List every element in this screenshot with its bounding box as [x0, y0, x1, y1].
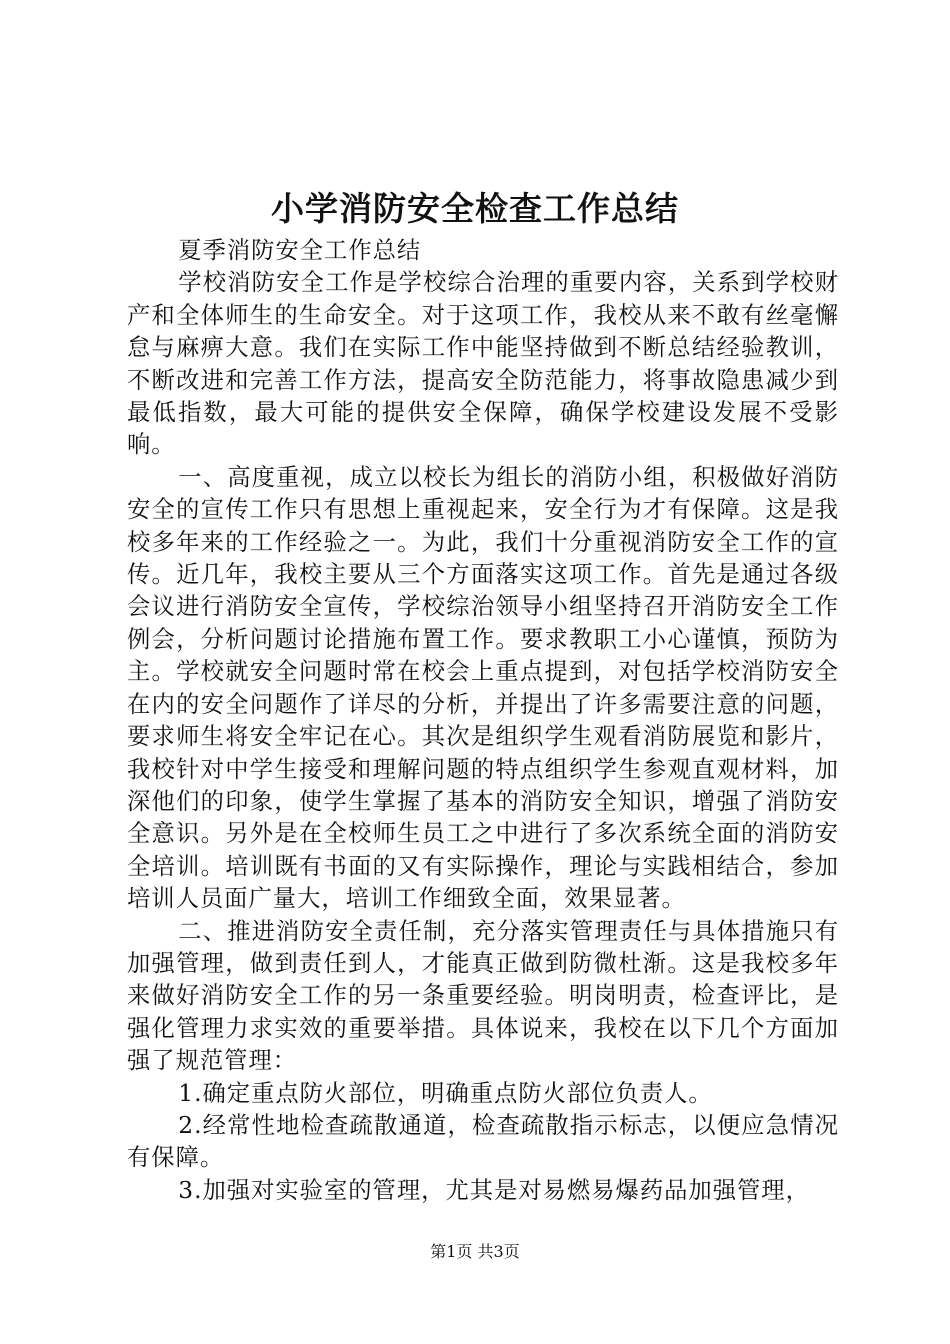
- document-body: [127, 235, 839, 1207]
- paragraph-section-two: 二、推进消防安全责任制，充分落实管理责任与具体措施只有加强管理，做到责任到人，才能真正做到防微杜渐。这是我校多年来做好消防安全工作的另一条重要经验。明岗明责，检查评比，是强化管理力求实效的重要举措。具体说来，我校在以下几个方面加强了规范管理：: [127, 917, 839, 1075]
- list-item-2: 2.经常性地检查疏散通道，检查疏散指示标志，以便应急情况有保障。: [127, 1111, 839, 1172]
- paragraph-intro: 学校消防安全工作是学校综合治理的重要内容，关系到学校财产和全体师生的生命安全。对于这项工作，我校从来不敢有丝毫懈怠与麻痹大意。我们在实际工作中能坚持做到不断总结经验教训，不断改进和完善工作方法，提高安全防范能力，将事故隐患减少到最低指数，最大可能的提供安全保障，确保学校建设发展不受影响。: [127, 269, 839, 459]
- list-item-1: 1.确定重点防火部位，明确重点防火部位负责人。: [178, 1079, 713, 1107]
- paragraph-section-one: 一、高度重视，成立以校长为组长的消防小组，积极做好消防安全的宣传工作只有思想上重视起来，安全行为才有保障。这是我校多年来的工作经验之一。为此，我们十分重视消防安全工作的宣传。近几年，我校主要从三个方面落实这项工作。首先是通过各级会议进行消防安全宣传，学校综治领导小组坚持召开消防安全工作例会，分析问题讨论措施布置工作。要求教职工小心谨慎，预防为主。学校就安全问题时常在校会上重点提到，对包括学校消防安全在内的安全问题作了详尽的分析，并提出了许多需要注意的问题，要求师生将安全牢记在心。其次是组织学生观看消防展览和影片，我校针对中学生接受和理解问题的特点组织学生参观直观材料，加深他们的印象，使学生掌握了基本的消防安全知识，增强了消防安全意识。另外是在全校师生员工之中进行了多次系统全面的消防安全培训。培训既有书面的又有实际操作，理论与实践相结合，参加培训人员面广量大，培训工作细致全面，效果显著。: [127, 463, 839, 913]
- document-title: 小学消防安全检查工作总结: [271, 189, 679, 228]
- paragraph-subtitle: 夏季消防安全工作总结: [178, 237, 422, 264]
- list-item-3: 3.加强对实验室的管理，尤其是对易燃易爆药品加强管理，: [178, 1176, 810, 1204]
- page-number-footer: 第1页 共3页: [430, 1242, 520, 1261]
